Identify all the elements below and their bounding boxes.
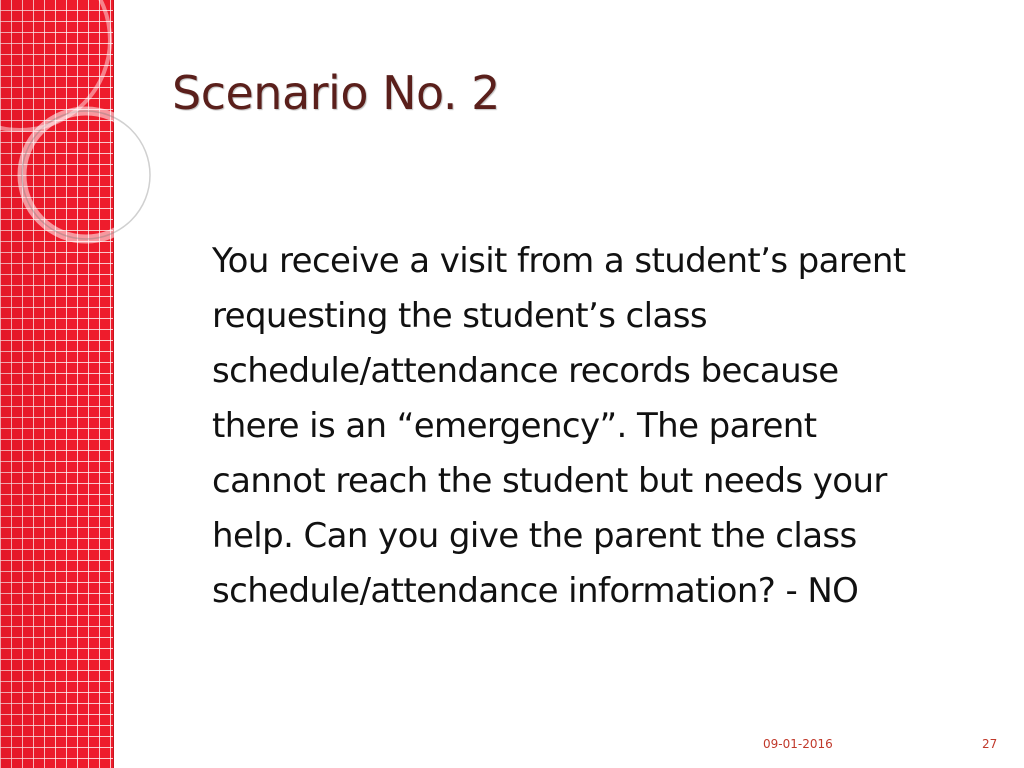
- footer-page-number: 27: [982, 737, 998, 751]
- decorative-rings: [0, 0, 200, 260]
- ring-large-outline: [22, 111, 150, 239]
- footer-date: 09-01-2016: [763, 737, 833, 751]
- slide-title: Scenario No. 2: [172, 66, 500, 120]
- scenario-body-text: You receive a visit from a student’s parent requesting the student’s class schedule/attendance records because there is an “emergency”. The parent cannot reach the student but needs your help. Can you give the parent the class schedule/attendance information? - NO: [212, 241, 906, 611]
